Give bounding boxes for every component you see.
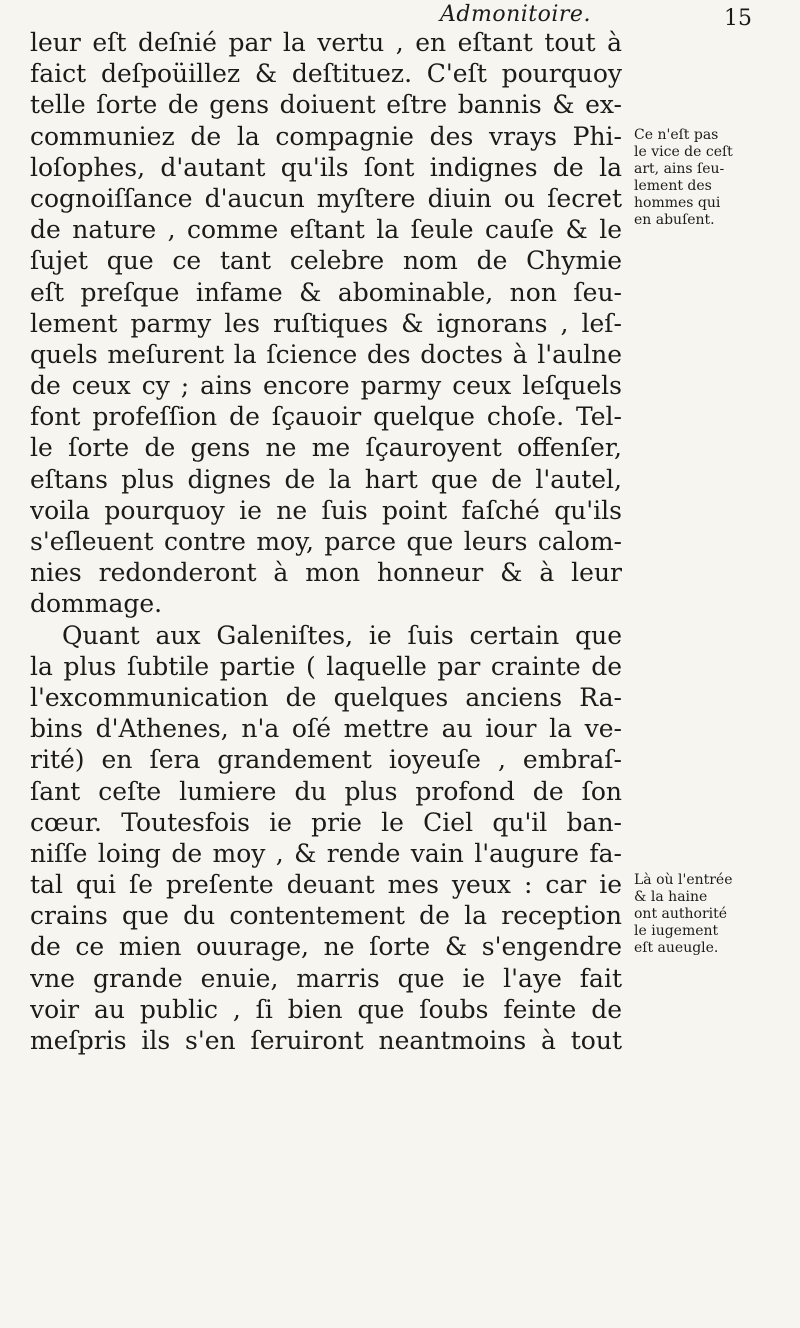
- text-line: nies redonderont à mon honneur & à leur: [30, 558, 622, 588]
- text-line: ſujet que ce tant celebre nom de Chymie: [30, 246, 622, 276]
- text-line: cœur. Toutesfois ie prie le Ciel qu'il ban-: [30, 807, 622, 837]
- text-line: s'eſleuent contre moy, parce que leurs calom-: [30, 527, 622, 556]
- paragraph-start-line: Quant aux Galeniſtes, ie ſuis certain que: [62, 620, 622, 650]
- text-line: de ce mien ouurage, ne ſorte & s'engendre: [30, 932, 622, 962]
- text-line: telle ſorte de gens doiuent eſtre bannis & ex-: [30, 90, 622, 120]
- text-line: quels meſurent la ſcience des doctes à l'aulne: [30, 339, 622, 369]
- text-line: tal qui ſe preſente deuant mes yeux : car ie: [30, 870, 622, 900]
- text-line: le ſorte de gens ne me ſçauroyent offenſer,: [30, 433, 622, 463]
- text-line: meſpris ils s'en ſeruiront neantmoins à tout: [30, 1026, 622, 1055]
- text-line: l'excommunication de quelques anciens Ra-: [30, 682, 622, 712]
- text-line: niſſe loing de moy , & rende vain l'augure fa-: [30, 838, 622, 868]
- text-line: bins d'Athenes, n'a oſé mettre au iour la ve-: [30, 714, 622, 744]
- margin-note-line: art, ains ſeu-: [634, 161, 725, 177]
- text-line: font profeſſion de ſçauoir quelque choſe. Tel-: [30, 402, 622, 432]
- text-line: faict deſpoüillez & deſtituez. C'eſt pourquoy: [30, 59, 622, 89]
- text-line: rité) en ſera grandement ioyeuſe , embraſ-: [30, 745, 622, 775]
- margin-note-line: le iugement: [634, 923, 719, 939]
- margin-note-envy: [634, 872, 796, 957]
- text-line: de nature , comme eſtant la ſeule cauſe & le: [30, 215, 622, 245]
- running-title: Admonitoire.: [440, 2, 591, 27]
- text-line: ſant ceſte lumiere du plus profond de ſon: [30, 776, 622, 806]
- text-line: de ceux cy ; ains encore parmy ceux leſquels: [30, 371, 622, 401]
- margin-note-line: hommes qui: [634, 195, 721, 211]
- margin-note-line: Là où l'entrée: [634, 872, 733, 888]
- margin-note-abuse: [634, 127, 796, 229]
- margin-note-line: le vice de ceſt: [634, 144, 733, 160]
- text-line: communiez de la compagnie des vrays Phi-: [30, 121, 622, 151]
- page-number: 15: [724, 6, 752, 31]
- text-line: voila pourquoy ie ne ſuis point faſché qu'ils: [30, 495, 622, 525]
- margin-note-line: ont authorité: [634, 906, 728, 922]
- text-line: leur eſt deſnié par la vertu , en eſtant tout à: [30, 28, 622, 57]
- margin-note-line: en abuſent.: [634, 212, 715, 228]
- text-line: vne grande enuie, marris que ie l'aye fait: [30, 963, 622, 993]
- text-line: loſophes, d'autant qu'ils ſont indignes de la: [30, 152, 622, 182]
- main-text-block: [30, 27, 622, 1056]
- text-line: cognoiſſance d'aucun myſtere diuin ou ſecret: [30, 183, 622, 213]
- text-line: eſtans plus dignes de la hart que de l'autel,: [30, 464, 622, 494]
- text-line: eſt preſque infame & abominable, non ſeu-: [30, 277, 622, 307]
- text-line: crains que du contentement de la reception: [30, 901, 622, 931]
- margin-note-line: eſt aueugle.: [634, 940, 719, 956]
- text-line: lement parmy les ruſtiques & ignorans , leſ-: [30, 308, 622, 338]
- margin-note-line: lement des: [634, 178, 712, 194]
- margin-note-line: & la haine: [634, 889, 708, 905]
- text-line: voir au public , ſi bien que ſoubs feinte de: [30, 994, 622, 1024]
- text-line: dommage.: [30, 589, 163, 619]
- margin-note-line: Ce n'eſt pas: [634, 127, 719, 143]
- text-line: la plus ſubtile partie ( laquelle par crainte de: [30, 651, 622, 681]
